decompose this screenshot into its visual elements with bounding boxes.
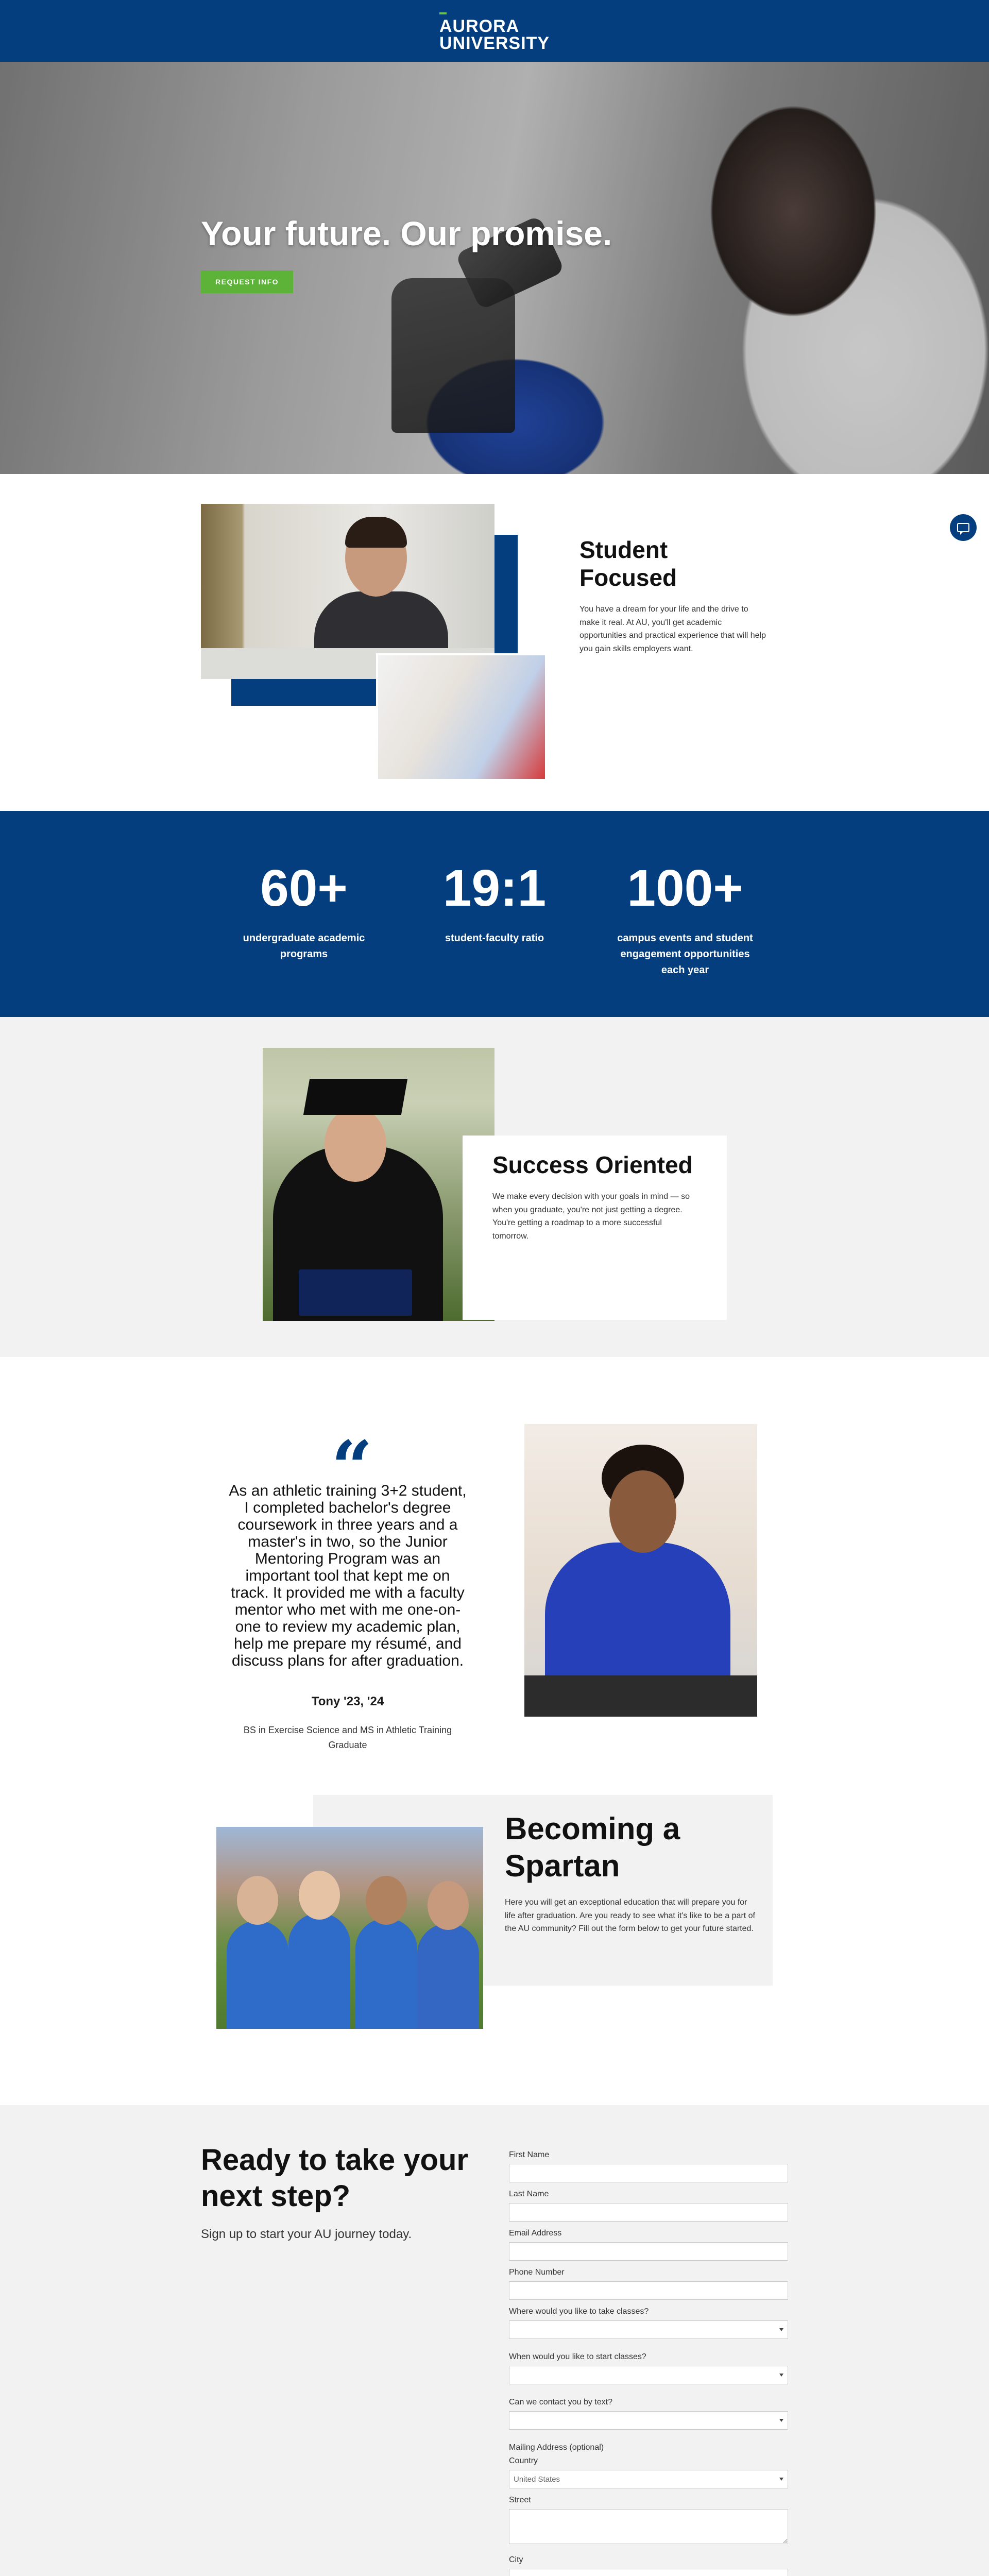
text-consent-select[interactable]: [509, 2411, 788, 2430]
testimonial-section: [0, 1357, 989, 1795]
group-person: [227, 1921, 288, 2029]
success-oriented-title: Success Oriented: [492, 1151, 693, 1178]
chevron-down-icon: [779, 2374, 783, 2377]
becoming-spartan-section: [0, 1795, 989, 2105]
group-face: [237, 1876, 278, 1925]
stat-number: 19:1: [442, 859, 547, 917]
first-name-label: First Name: [509, 2150, 550, 2159]
country-select[interactable]: [509, 2470, 788, 2488]
hero-title: Your future. Our promise.: [201, 214, 612, 252]
start-term-label: When would you like to start classes?: [509, 2352, 646, 2361]
stat-programs: [209, 859, 399, 1017]
chat-button[interactable]: [950, 514, 977, 541]
group-person: [417, 1923, 479, 2029]
last-name-field[interactable]: [509, 2203, 788, 2222]
student-hair: [345, 517, 407, 548]
site-header: [0, 0, 989, 62]
city-field[interactable]: [509, 2569, 788, 2576]
inquiry-form: [509, 2150, 788, 2576]
diploma-cover: [299, 1269, 412, 1316]
testimonial-quote: As an athletic training 3+2 student, I completed bachelor's degree coursework in three years and a master's in two, so the Junior Mentoring Program was an important tool that kept me on track. It provided me with a faculty mentor who met with me one-on-one to review my academic plan, help me prepare my résumé, and discuss plans for after graduation.: [229, 1482, 467, 1669]
hero-content: [201, 214, 612, 293]
student-library-photo: [201, 504, 494, 679]
student-focused-section: [0, 474, 989, 811]
street-field[interactable]: [509, 2509, 788, 2544]
spartan-body: Here you will get an exceptional education that will prepare you for life after graduation. Are you ready to see what it's like to be a part of the AU community? Fill out the form below to get your future started.: [505, 1898, 755, 1934]
start-term-select[interactable]: [509, 2366, 788, 2384]
text-consent-label: Can we contact you by text?: [509, 2398, 612, 2406]
quote-icon: “: [331, 1426, 373, 1510]
success-oriented-card: [463, 1136, 727, 1320]
stat-number: 100+: [627, 859, 743, 917]
students-group-photo: [216, 1827, 483, 2029]
chat-icon: [957, 523, 969, 532]
email-label: Email Address: [509, 2229, 562, 2238]
hero-section: [0, 62, 989, 474]
signup-intro: [201, 2142, 469, 2242]
first-name-field[interactable]: [509, 2164, 788, 2182]
student-focused-text: [579, 536, 770, 655]
stat-label: student-faculty ratio: [445, 933, 544, 944]
stats-section: [0, 811, 989, 1017]
spartan-text: [505, 1810, 757, 1936]
last-name-label: Last Name: [509, 2190, 549, 2198]
tony-face: [609, 1470, 676, 1553]
mailing-address-label: Mailing Address (optional): [509, 2443, 604, 2452]
student-focused-title: Student Focused: [579, 536, 677, 591]
group-person: [288, 1913, 350, 2029]
city-label: City: [509, 2555, 523, 2564]
stat-label: campus events and student engagement opportunities each year: [617, 933, 753, 976]
tony-photo: [524, 1424, 757, 1717]
graduate-face: [325, 1107, 386, 1182]
stat-label: undergraduate academic programs: [243, 933, 365, 960]
phone-field[interactable]: [509, 2281, 788, 2300]
campus-label: Where would you like to take classes?: [509, 2307, 649, 2316]
stat-number: 60+: [260, 859, 348, 917]
chevron-down-icon: [779, 2328, 783, 2331]
request-info-button[interactable]: REQUEST INFO: [201, 270, 293, 293]
chevron-down-icon: [779, 2478, 783, 2481]
group-face: [428, 1881, 469, 1930]
spartan-title: Becoming a Spartan: [505, 1811, 680, 1883]
success-oriented-body: We make every decision with your goals in mind — so when you graduate, you're not just getting a degree. You're getting a roadmap to a more successful tomorrow.: [492, 1192, 690, 1241]
country-select-value: United States: [514, 2475, 560, 2484]
phone-label: Phone Number: [509, 2268, 565, 2277]
graduate-photo: [263, 1048, 494, 1321]
email-field[interactable]: [509, 2242, 788, 2261]
students-lab-photo: [376, 653, 547, 781]
signup-subtitle: Sign up to start your AU journey today.: [201, 2227, 412, 2242]
signup-title: Ready to take your next step?: [201, 2143, 468, 2213]
group-person: [355, 1918, 417, 2029]
graduation-cap: [303, 1079, 407, 1115]
success-oriented-section: [0, 1017, 989, 1357]
country-label: Country: [509, 2456, 538, 2465]
testimonial-name: Tony '23, '24: [311, 1694, 384, 1708]
stat-ratio: [399, 859, 590, 1017]
logo-mark-icon: [439, 12, 447, 14]
stat-events: [590, 859, 780, 1017]
tony-desk: [524, 1675, 757, 1717]
street-label: Street: [509, 2496, 531, 2504]
group-face: [366, 1876, 407, 1925]
testimonial-degree: BS in Exercise Science and MS in Athletic Training Graduate: [243, 1725, 452, 1750]
campus-select[interactable]: [509, 2320, 788, 2339]
aurora-university-logo[interactable]: [439, 10, 550, 52]
logo-line-1: AURORA: [439, 16, 520, 37]
logo-line-2: UNIVERSITY: [439, 33, 550, 53]
student-focused-body: You have a dream for your life and the drive to make it real. At AU, you'll get academic opportunities and practical experience that will help you gain skills employers want.: [579, 605, 766, 653]
signup-section: [0, 2105, 989, 2576]
chevron-down-icon: [779, 2419, 783, 2422]
group-face: [299, 1871, 340, 1920]
